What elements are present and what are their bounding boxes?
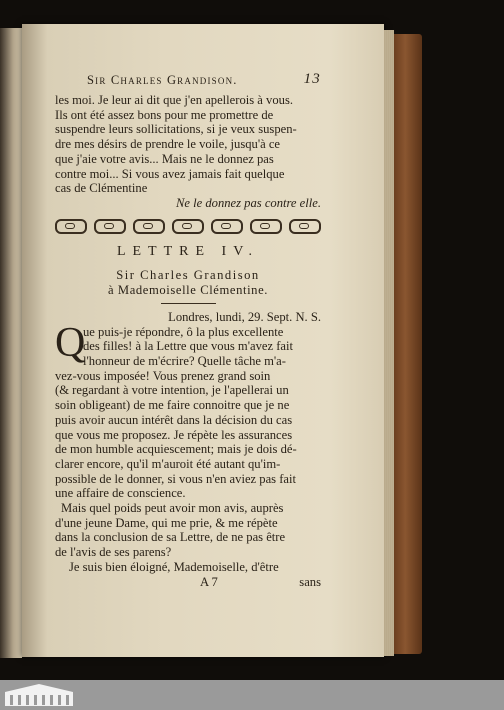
text-line: (& regardant à votre intention, je l'apellerai un <box>55 383 289 398</box>
text-line: les moi. Je leur ai dit que j'en apellerois à vous. <box>55 93 293 107</box>
ornament-icon <box>55 219 87 234</box>
divider <box>161 303 216 306</box>
catchword: sans <box>299 574 321 589</box>
page-edges <box>384 30 394 656</box>
letter-heading: LETTRE IV. <box>116 243 260 259</box>
viewer-bottom-bar <box>0 680 504 710</box>
text-line: Mais quel poids peut avoir mon avis, auprès <box>61 501 284 516</box>
page-number: 13 <box>303 71 321 87</box>
address-line: Sir Charles Grandison <box>116 267 260 282</box>
text-line: Ils ont été assez bons pour me promettre de <box>55 107 274 122</box>
text-line: dre mes désirs de prendre le voile, jusqu'à ce <box>55 137 281 152</box>
text-line: l'honneur de m'écrire? Quelle tâche m'a- <box>83 354 286 369</box>
signature-mark: A 7 <box>200 574 218 589</box>
ornament-icon <box>133 219 165 234</box>
text-line: cas de Clémentine <box>55 181 148 196</box>
ornament-icon <box>211 219 243 234</box>
ornament-icon <box>172 219 204 234</box>
ornament-icon <box>250 219 282 234</box>
text-line: une affaire de conscience. <box>55 486 186 501</box>
text-line: des filles! à la Lettre que vous m'avez fait <box>83 339 293 354</box>
text-line: dans la conclusion de sa Lettre, de ne pas être <box>55 530 286 545</box>
text-line: ue puis-je répondre, ô la plus excellente <box>83 324 284 339</box>
running-header <box>55 71 321 93</box>
book-cover <box>394 34 422 654</box>
left-page-edge <box>0 28 22 658</box>
closing-line: Ne le donnez pas contre elle. <box>175 195 321 210</box>
text-line: puis avoir aucun intérêt dans la décision du cas <box>55 412 293 427</box>
text-line: d'une jeune Dame, qui me prie, & me répète <box>55 515 278 530</box>
address-line: à Mademoiselle Clémentine. <box>107 282 269 297</box>
dateline: Londres, lundi, 29. Sept. N. S. <box>168 309 321 324</box>
text-line: de mon humble acquiescement; mais je dois dé- <box>55 442 297 457</box>
running-title: Sir Charles Grandison. <box>87 73 238 87</box>
ornament-icon <box>94 219 126 234</box>
text-line: que vous me proposez. Je répète les assurances <box>55 427 293 442</box>
ornament-band <box>55 217 321 237</box>
library-logo-icon <box>4 683 74 707</box>
text-line: de l'avis de ses parens? <box>55 545 172 560</box>
text-line: suspendre leurs sollicitations, si je veux suspen- <box>55 122 297 137</box>
text-line: clarer encore, qu'il m'auroit été autant qu'im- <box>55 456 281 471</box>
text-line: contre moi... Si vous avez jamais fait quelque <box>55 166 285 181</box>
ornament-icon <box>289 219 321 234</box>
text-line: vez-vous imposée! Vous prenez grand soin <box>55 368 271 383</box>
page-text <box>55 71 321 591</box>
text-line: que j'aie votre avis... Mais ne le donnez pas <box>55 151 274 166</box>
text-line: possible de le donner, si vous n'en aviez pas fait <box>55 471 296 486</box>
drop-cap: Q <box>55 319 86 366</box>
page-footer <box>55 575 321 591</box>
text-line: Je suis bien éloigné, Mademoiselle, d'être <box>69 559 279 574</box>
top-paragraph <box>55 93 321 211</box>
letter-body <box>55 319 321 575</box>
text-line: soin obligeant) de me faire connoitre que je ne <box>55 398 290 413</box>
